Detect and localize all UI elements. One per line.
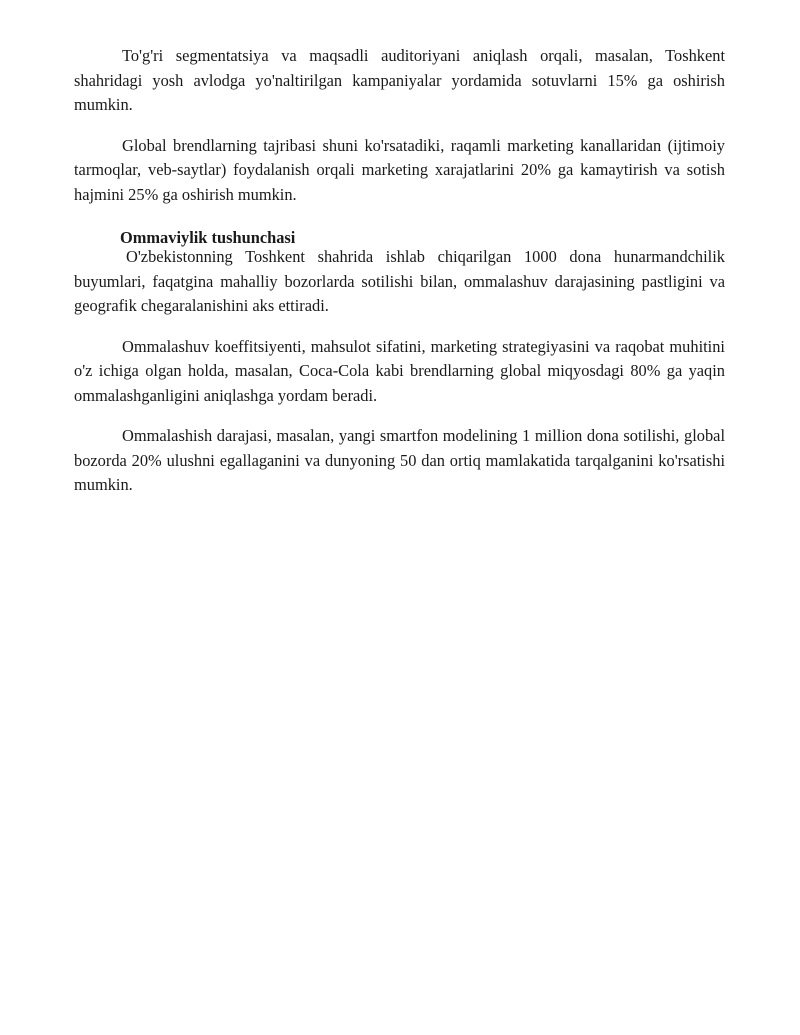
document-page	[74, 44, 725, 498]
paragraph-global-brands: Global brendlarning tajribasi shuni ko'rsatadiki, raqamli marketing kanallaridan (ijtimoiy tarmoqlar, veb-saytlar) foydalanish orqali marketing xarajatlarini 20% ga kamaytirish va sotish hajmini 25% ga oshirish mumkin.	[74, 135, 725, 204]
paragraph-popularity-coefficient: Ommalashuv koeffitsiyenti, mahsulot sifatini, marketing strategiyasini va raqobat muhitini o'z ichiga olgan holda, masalan, Coca-Cola kabi brendlarning global miqyosdagi 80% ga yaqin ommalashganligini aniqlashga yordam beradi.	[74, 336, 725, 405]
paragraph-handicrafts: O'zbekistonning Toshkent shahrida ishlab chiqarilgan 1000 dona hunarmandchilik buyumlari, faqatgina mahalliy bozorlarda sotilishi bilan, ommalashuv darajasining pastligini va geografik chegaralanishini aks ettiradi.	[74, 247, 725, 315]
paragraph-segmentation: To'g'ri segmentatsiya va maqsadli auditoriyani aniqlash orqali, masalan, Toshkent shahridagi yosh avlodga yo'naltirilgan kampaniyalar yordamida sotuvlarni 15% ga oshirish mumkin.	[74, 46, 725, 114]
section-heading: Ommaviylik tushunchasi	[120, 228, 296, 247]
paragraph-popularity-level: Ommalashish darajasi, masalan, yangi smartfon modelining 1 million dona sotilishi, global bozorda 20% ulushni egallaganini va dunyoning 50 dan ortiq mamlakatida tarqalganini ko'rsatishi mumkin.	[74, 426, 725, 494]
